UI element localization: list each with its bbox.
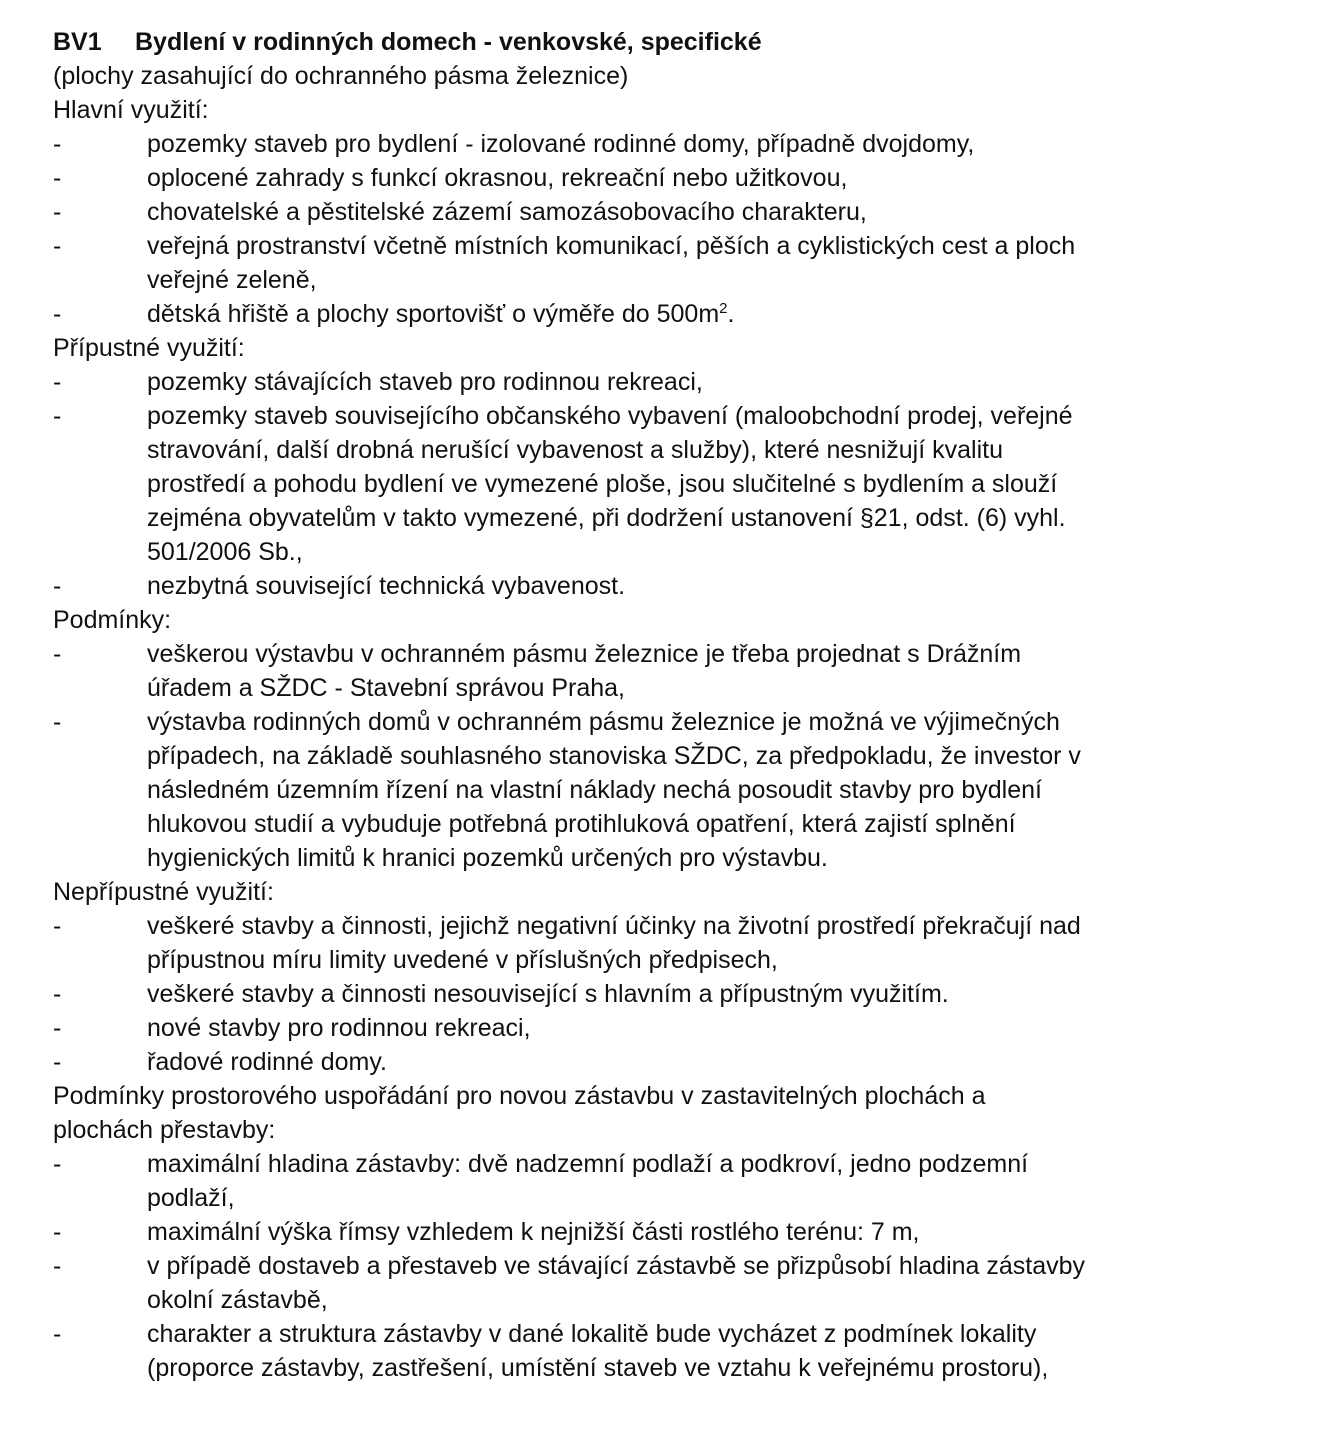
list-item-text bbox=[147, 909, 1293, 977]
section-heading-line: Nepřípustné využití: bbox=[53, 878, 274, 906]
list-item bbox=[53, 1147, 1293, 1215]
list-item-line: veřejné zeleně, bbox=[147, 266, 317, 294]
list-item-text bbox=[147, 1249, 1293, 1317]
list-item bbox=[53, 909, 1293, 977]
list-item bbox=[53, 399, 1293, 569]
bullet-dash: - bbox=[53, 368, 62, 396]
list-item bbox=[53, 229, 1293, 297]
list-item bbox=[53, 1045, 1293, 1079]
bullet-dash: - bbox=[53, 1048, 62, 1076]
list-item bbox=[53, 1249, 1293, 1317]
list-item-line: 501/2006 Sb., bbox=[147, 538, 303, 566]
list-item-line: nezbytná související technická vybavenost. bbox=[147, 572, 626, 600]
list-item bbox=[53, 1317, 1293, 1385]
list-item-line: v případě dostaveb a přestaveb ve stávající zástavbě se přizpůsobí hladina zástavby bbox=[147, 1252, 1086, 1280]
section-heading bbox=[53, 1079, 1293, 1147]
list-item-line: úřadem a SŽDC - Stavební správou Praha, bbox=[147, 674, 626, 702]
section-heading-line: plochách přestavby: bbox=[53, 1116, 276, 1144]
list-item-text bbox=[147, 705, 1293, 875]
bullet-dash: - bbox=[53, 232, 62, 260]
list-item-line: případech, na základě souhlasného stanoviska SŽDC, za předpokladu, že investor v bbox=[147, 742, 1081, 770]
section-heading bbox=[53, 603, 1293, 637]
section-heading-line: Přípustné využití: bbox=[53, 334, 245, 362]
list-item bbox=[53, 127, 1293, 161]
list-item-line: hlukovou studií a vybuduje potřebná protihluková opatření, která zajistí splnění bbox=[147, 810, 1016, 838]
list-item-text bbox=[147, 161, 1293, 195]
list-item-line: chovatelské a pěstitelské zázemí samozásobovacího charakteru, bbox=[147, 198, 867, 226]
bullet-dash: - bbox=[53, 1320, 62, 1348]
list-item-line: stravování, další drobná nerušící vybavenost a služby), které nesnižují kvalitu bbox=[147, 436, 1003, 464]
list-item-line: maximální hladina zástavby: dvě nadzemní podlaží a podkroví, jedno podzemní bbox=[147, 1150, 1029, 1178]
list-item bbox=[53, 977, 1293, 1011]
bullet-dash: - bbox=[53, 708, 62, 736]
document-page bbox=[53, 25, 1293, 1385]
list-item-line: výstavba rodinných domů v ochranném pásmu železnice je možná ve výjimečných bbox=[147, 708, 1060, 736]
list-item-text bbox=[147, 1011, 1293, 1045]
list-item-line: dětská hřiště a plochy sportovišť o výměře do $500m^2$. bbox=[147, 300, 735, 328]
list-item bbox=[53, 1215, 1293, 1249]
bullet-dash: - bbox=[53, 912, 62, 940]
list-item bbox=[53, 365, 1293, 399]
bullet-dash: - bbox=[53, 1014, 62, 1042]
list-item-text bbox=[147, 1317, 1293, 1385]
section-heading-line: Podmínky prostorového uspořádání pro novou zástavbu v zastavitelných plochách a bbox=[53, 1082, 986, 1110]
bullet-dash: - bbox=[53, 1252, 62, 1280]
list-item-text bbox=[147, 637, 1293, 705]
sections-container bbox=[53, 93, 1293, 1385]
list-item bbox=[53, 297, 1293, 331]
list-item-line: veškeré stavby a činnosti nesouvisející s hlavním a přípustným využitím. bbox=[147, 980, 949, 1008]
list-item bbox=[53, 161, 1293, 195]
list-item-text bbox=[147, 1045, 1293, 1079]
list-item bbox=[53, 569, 1293, 603]
zone-title: Bydlení v rodinných domech - venkovské, specifické bbox=[135, 28, 762, 56]
bullet-dash: - bbox=[53, 572, 62, 600]
list-item-text bbox=[147, 195, 1293, 229]
section-heading-line: Hlavní využití: bbox=[53, 96, 209, 124]
list-item-text bbox=[147, 1147, 1293, 1215]
list-item-text bbox=[147, 297, 1293, 331]
bullet-dash: - bbox=[53, 198, 62, 226]
list-item-line: (proporce zástavby, zastřešení, umístění staveb ve vztahu k veřejnému prostoru), bbox=[147, 1354, 1049, 1382]
list-item bbox=[53, 705, 1293, 875]
bullet-dash: - bbox=[53, 402, 62, 430]
list-item bbox=[53, 195, 1293, 229]
zone-code: BV1 bbox=[53, 28, 102, 56]
list-item-text bbox=[147, 1215, 1293, 1249]
list-item-text bbox=[147, 977, 1293, 1011]
bullet-dash: - bbox=[53, 164, 62, 192]
list-item-line: řadové rodinné domy. bbox=[147, 1048, 387, 1076]
bullet-dash: - bbox=[53, 980, 62, 1008]
list-item-line: veřejná prostranství včetně místních komunikací, pěších a cyklistických cest a ploch bbox=[147, 232, 1076, 260]
list-item-text bbox=[147, 569, 1293, 603]
list-item-line: veškeré stavby a činnosti, jejichž negativní účinky na životní prostředí překračují nad bbox=[147, 912, 1081, 940]
list-item-line: oplocené zahrady s funkcí okrasnou, rekreační nebo užitkovou, bbox=[147, 164, 848, 192]
superscript-2: 2 bbox=[719, 300, 728, 317]
list-item-text bbox=[147, 127, 1293, 161]
list-item-line: následném územním řízení na vlastní náklady nechá posoudit stavby pro bydlení bbox=[147, 776, 1042, 804]
bullet-dash: - bbox=[53, 300, 62, 328]
list-item-line: okolní zástavbě, bbox=[147, 1286, 328, 1314]
section-heading bbox=[53, 93, 1293, 127]
list-item bbox=[53, 637, 1293, 705]
list-item-line: nové stavby pro rodinnou rekreaci, bbox=[147, 1014, 531, 1042]
list-item-line: prostředí a pohodu bydlení ve vymezené ploše, jsou slučitelné s bydlením a slouží bbox=[147, 470, 1058, 498]
list-item-line: pozemky staveb pro bydlení - izolované rodinné domy, případně dvojdomy, bbox=[147, 130, 975, 158]
list-item bbox=[53, 1011, 1293, 1045]
document-subtitle: (plochy zasahující do ochranného pásma železnice) bbox=[53, 62, 629, 90]
section-heading bbox=[53, 331, 1293, 365]
bullet-dash: - bbox=[53, 1218, 62, 1246]
bullet-dash: - bbox=[53, 640, 62, 668]
section-heading-line: Podmínky: bbox=[53, 606, 172, 634]
list-item-line: maximální výška římsy vzhledem k nejnižší části rostlého terénu: 7 m, bbox=[147, 1218, 920, 1246]
bullet-dash: - bbox=[53, 130, 62, 158]
list-item-line: pozemky stávajících staveb pro rodinnou rekreaci, bbox=[147, 368, 703, 396]
list-item-line: přípustnou míru limity uvedené v příslušných předpisech, bbox=[147, 946, 778, 974]
section-heading bbox=[53, 875, 1293, 909]
list-item-text bbox=[147, 365, 1293, 399]
list-item-line: charakter a struktura zástavby v dané lokalitě bude vycházet z podmínek lokality bbox=[147, 1320, 1037, 1348]
list-item-text bbox=[147, 399, 1293, 569]
list-item-line: hygienických limitů k hranici pozemků určených pro výstavbu. bbox=[147, 844, 828, 872]
list-item-text bbox=[147, 229, 1293, 297]
document-title bbox=[53, 25, 1293, 59]
list-item-line: podlaží, bbox=[147, 1184, 235, 1212]
bullet-dash: - bbox=[53, 1150, 62, 1178]
list-item-line: zejména obyvatelům v takto vymezené, při dodržení ustanovení §21, odst. (6) vyhl. bbox=[147, 504, 1066, 532]
list-item-line: pozemky staveb souvisejícího občanského vybavení (maloobchodní prodej, veřejné bbox=[147, 402, 1073, 430]
list-item-line: veškerou výstavbu v ochranném pásmu železnice je třeba projednat s Drážním bbox=[147, 640, 1022, 668]
